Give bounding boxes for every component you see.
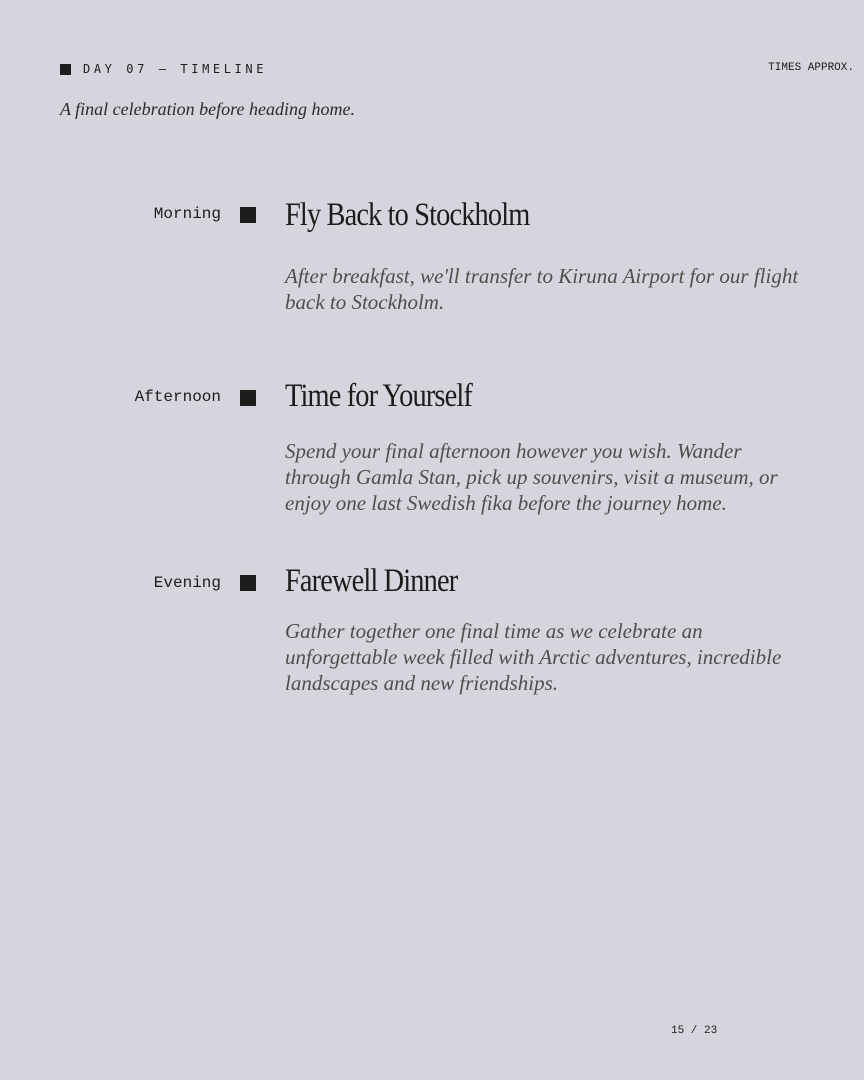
entry-description: Gather together one final time as we celebrate an unforgettable week filled with Arctic adventures, incredible landscapes and new friendships. (285, 619, 782, 695)
entry-title: Farewell Dinner (285, 563, 458, 599)
page-subtitle: A final celebration before heading home. (60, 99, 355, 119)
times-approx-note: TIMES APPROX. (768, 62, 854, 74)
timeline-square-marker (240, 390, 256, 406)
entry-title: Time for Yourself (285, 378, 472, 414)
page-number: 15 / 23 (671, 1025, 718, 1037)
entry-title: Fly Back to Stockholm (285, 197, 530, 233)
header-square-marker (60, 64, 71, 75)
time-of-day-label: Afternoon (134, 388, 221, 406)
timeline-square-marker (240, 207, 256, 223)
entry-description: Spend your final afternoon however you wish. Wander through Gamla Stan, pick up souvenirs, visit a museum, or enjoy one last Swedish fika before the journey home. (285, 439, 778, 515)
time-of-day-label: Morning (153, 205, 221, 223)
entry-description: After breakfast, we'll transfer to Kiruna Airport for our flight back to Stockholm. (285, 264, 799, 314)
timeline-square-marker (240, 575, 256, 591)
time-of-day-label: Evening (153, 574, 221, 592)
section-label: DAY 07 — TIMELINE (83, 62, 268, 76)
